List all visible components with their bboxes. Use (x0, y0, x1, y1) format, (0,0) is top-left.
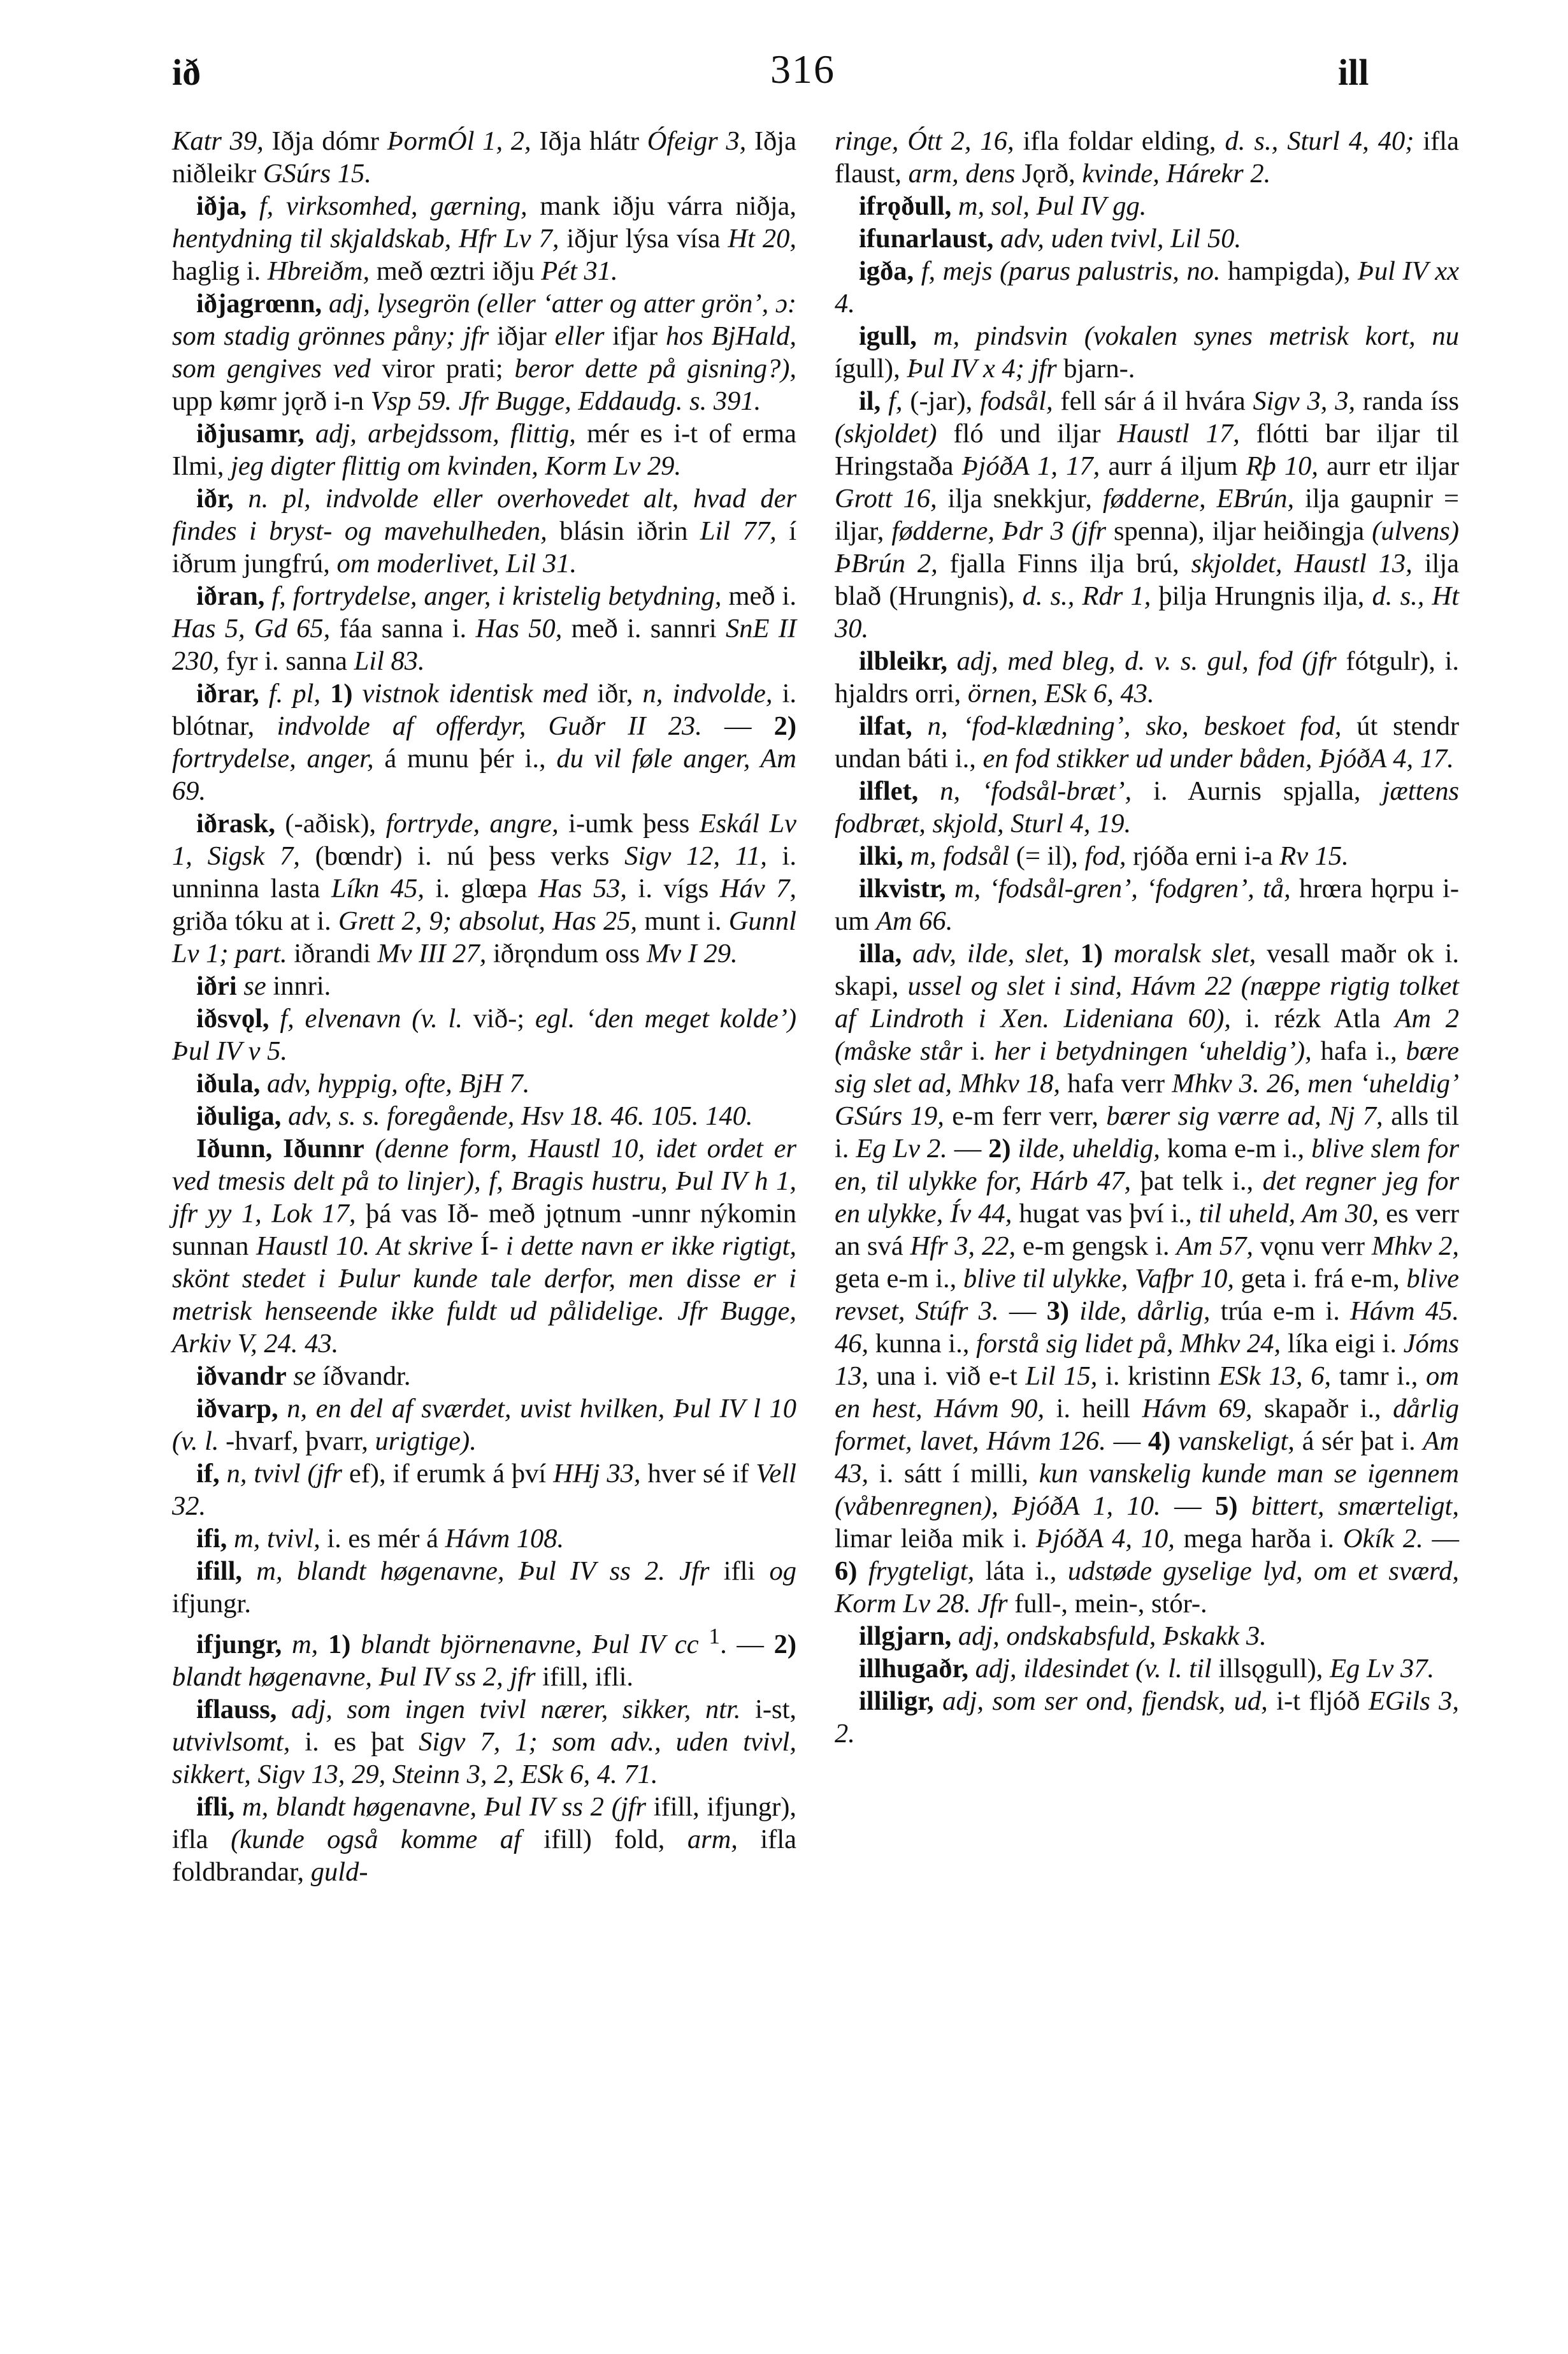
dictionary-entry: illgjarn, adj, ondskabsfuld, Þskakk 3. (859, 1621, 1267, 1651)
dictionary-entry: Katr 39, Iðja dómr ÞormÓl 1, 2, Iðja hlátr Ófeigr 3, Iðja niðleikr GSúrs 15. (172, 126, 796, 189)
dictionary-entry: ifill, m, blandt høgenavne, Þul IV ss 2. Jfr ifli og ifjungr. (172, 1556, 797, 1619)
dictionary-entry: ilflet, n, ‘fodsål-bræt’, i. Aurnis spjalla, jættens fodbræt, skjold, Sturl 4, 19. (835, 776, 1459, 839)
dictionary-entry: ifunarlaust, adv, uden tvivl, Lil 50. (859, 224, 1242, 254)
dictionary-entry: igull, m, pindsvin (vokalen synes metrisk kort, nu ígull), Þul IV x 4; jfr bjarn-. (835, 321, 1459, 384)
dictionary-entry: illiligr, adj, som ser ond, fjendsk, ud, i-t fljóð EGils 3, 2. (835, 1686, 1459, 1749)
dictionary-entry: iðvandr se íðvandr. (196, 1361, 411, 1391)
dictionary-entry: iflauss, adj, som ingen tvivl nærer, sikker, ntr. i-st, utvivlsomt, i. es þat Sigv 7, 1; som adv., uden tvivl, sikkert, Sigv 13, 29, Steinn 3, 2, ESk 6, 4. 71. (172, 1694, 797, 1790)
right-column (835, 125, 1459, 1750)
dictionary-entry: iðsvǫl, f, elvenavn (v. l. við-; egl. ‘den meget kolde’) Þul IV v 5. (172, 1004, 797, 1066)
dictionary-entry: iðuliga, adv, s. s. foregående, Hsv 18. 46. 105. 140. (196, 1101, 753, 1131)
dictionary-entry: ifrǫðull, m, sol, Þul IV gg. (859, 191, 1147, 221)
dictionary-entry: ifli, m, blandt høgenavne, Þul IV ss 2 (jfr ifill, ifjungr), ifla (kunde også komme af ifill) fold, arm, ifla foldbrandar, guld- (172, 1792, 797, 1888)
page-header (0, 0, 1568, 127)
dictionary-entry: iðran, f, fortrydelse, anger, i kristelig betydning, með i. Has 5, Gd 65, fáa sanna i. Has 50, með i. sannri SnE II 230, fyr i. sanna Lil 83. (172, 581, 796, 676)
dictionary-entry: iðjusamr, adj, arbejdssom, flittig, mér es i-t of erma Ilmi, jeg digter flittig om kvinden, Korm Lv 29. (172, 419, 796, 481)
left-column (172, 125, 796, 1888)
dictionary-entry: ifjungr, m, 1) blandt björnenavne, Þul IV cc $^1$. — 2) blandt høgenavne, Þul IV ss 2, jfr ifill, ifli. (172, 1623, 796, 1693)
dictionary-entry: iðjagrœnn, adj, lysegrön (eller ‘atter og atter grön’, ɔ: som stadig grönnes påny; jfr iðjar eller ifjar hos BjHald, som gengives ved viror prati; beror dette på gisning?), upp kømr jǫrð i-n Vsp 59. Jfr Bugge, Eddaudg. s. 391. (172, 289, 797, 416)
dictionary-entry: ilfat, n, ‘fod-klædning’, sko, beskoet fod, út stendr undan báti i., en fod stikker ud under båden, ÞjóðA 4, 17. (835, 711, 1460, 774)
dictionary-entry: iðr, n. pl, indvolde eller overhovedet alt, hvad der findes i bryst- og mavehulheden, blásin iðrin Lil 77, í iðrum jungfrú, om moderlivet, Lil 31. (172, 484, 797, 579)
dictionary-entry: ringe, Ótt 2, 16, ifla foldar elding, d. s., Sturl 4, 40; ifla flaust, arm, dens Jǫrð, kvinde, Hárekr 2. (835, 126, 1459, 189)
dictionary-entry: ilkvistr, m, ‘fodsål-gren’, ‘fodgren’, tå, hrœra hǫrpu i-um Am 66. (835, 874, 1459, 936)
dictionary-entry: ifi, m, tvivl, i. es mér á Hávm 108. (196, 1524, 565, 1554)
dictionary-entry: iðrask, (-aðisk), fortryde, angre, i-umk þess Eskál Lv 1, Sigsk 7, (bœndr) i. nú þess verks Sigv 12, 11, i. unninna lasta Líkn 45, i. glœpa Has 53, i. vígs Háv 7, griða tóku at i. Grett 2, 9; absolut, Has 25, munt i. Gunnl Lv 1; part. iðrandi Mv III 27, iðrǫndum oss Mv I 29. (172, 809, 797, 969)
dictionary-entry: iðrar, f. pl, 1) vistnok identisk med iðr, n, indvolde, i. blótnar, indvolde af offerdyr, Guðr II 23. — 2) fortrydelse, anger, á munu þér i., du vil føle anger, Am 69. (172, 679, 797, 806)
dictionary-entry: iðula, adv, hyppig, ofte, BjH 7. (196, 1069, 530, 1099)
dictionary-entry: ilbleikr, adj, med bleg, d. v. s. gul, fod (jfr fótgulr), i. hjaldrs orri, örnen, ESk 6, 43. (835, 646, 1459, 709)
dictionary-entry: iðvarp, n, en del af sværdet, uvist hvilken, Þul IV l 10 (v. l. -hvarf, þvarr, urigtige). (172, 1394, 797, 1456)
dictionary-entry: if, n, tvivl (jfr ef), if erumk á því HHj 33, hver sé if Vell 32. (172, 1459, 796, 1521)
right-running-headword: ill (1338, 52, 1369, 93)
dictionary-entry: igða, f, mejs (parus palustris, no. hampigda), Þul IV xx 4. (835, 256, 1460, 319)
dictionary-entry: iðri se innri. (196, 971, 331, 1001)
dictionary-entry: iðja, f, virksomhed, gærning, mank iðju várra niðja, hentydning til skjaldskab, Hfr Lv 7, iðjur lýsa vísa Ht 20, haglig i. Hbreiðm, með œztri iðju Pét 31. (172, 191, 797, 286)
page-number: 316 (770, 47, 835, 92)
dictionary-entry: illhugaðr, adj, ildesindet (v. l. til illsǫgull), Eg Lv 37. (859, 1654, 1435, 1684)
dictionary-entry: il, f, (-jar), fodsål, fell sár á il hvára Sigv 3, 3, randa íss (skjoldet) fló und iljar Haustl 17, flótti bar iljar til Hringstaða ÞjóðA 1, 17, aurr á iljum Rþ 10, aurr etr iljar Grott 16, ilja snekkjur, fødderne, EBrún, ilja gaupnir = iljar, fødderne, Þdr 3 (jfr spenna), iljar heiðingja (ulvens) ÞBrún 2, fjalla Finns ilja brú, skjoldet, Haustl 13, ilja blað (Hrungnis), d. s., Rdr 1, þilja Hrungnis ilja, d. s., Ht 30. (835, 386, 1460, 644)
dictionary-entry: ilki, m, fodsål (= il), fod, rjóða erni i-a Rv 15. (859, 841, 1349, 871)
dictionary-entry: illa, adv, ilde, slet, 1) moralsk slet, vesall maðr ok i. skapi, ussel og slet i sind, Hávm 22 (næppe rigtig tolket af Lindroth i Xen. Lideniana 60), i. rézk Atla Am 2 (måske står i. her i betydningen ‘uheldig’), hafa i., bære sig slet ad, Mhkv 18, hafa verr Mhkv 3. 26, men ‘uheldig’ GSúrs 19, e-m ferr verr, bærer sig værre ad, Nj 7, alls til i. Eg Lv 2. — 2) ilde, uheldig, koma e-m i., blive slem for en, til ulykke for, Hárb 47, þat telk i., det regner jeg for en ulykke, Ív 44, hugat vas því i., til uheld, Am 30, es verr an svá Hfr 3, 22, e-m gengsk i. Am 57, vǫnu verr Mhkv 2, geta e-m i., blive til ulykke, Vafþr 10, geta i. frá e-m, blive revset, Stúfr 3. — 3) ilde, dårlig, trúa e-m i. Hávm 45. 46, kunna i., forstå sig lidet på, Mhkv 24, líka eigi i. Jóms 13, una i. við e-t Lil 15, i. kristinn ESk 13, 6, tamr i., om en hest, Hávm 90, i. heill Hávm 69, skapaðr i., dårlig formet, lavet, Hávm 126. — 4) vanskeligt, á sér þat i. Am 43, i. sátt í milli, kun vanskelig kunde man se igennem (våbenregnen), ÞjóðA 1, 10. — 5) bittert, smærteligt, limar leiða mik i. ÞjóðA 4, 10, mega harða i. Okík 2. — 6) frygteligt, láta i., udstøde gyselige lyd, om et sværd, Korm Lv 28. Jfr full-, mein-, stór-. (835, 939, 1460, 1619)
left-running-headword: ið (172, 52, 201, 93)
dictionary-entry: Iðunn, Iðunnr (denne form, Haustl 10, idet ordet er ved tmesis delt på to linjer), f, Bragis hustru, Þul IV h 1, jfr yy 1, Lok 17, þá vas Ið- með jǫtnum -unnr nýkomin sunnan Haustl 10. At skrive Í- i dette navn er ikke rigtigt, skönt stedet i Þulur kunde tale derfor, men disse er i metrisk henseende ikke fuldt ud pålidelige. Jfr Bugge, Arkiv V, 24. 43. (172, 1134, 797, 1359)
